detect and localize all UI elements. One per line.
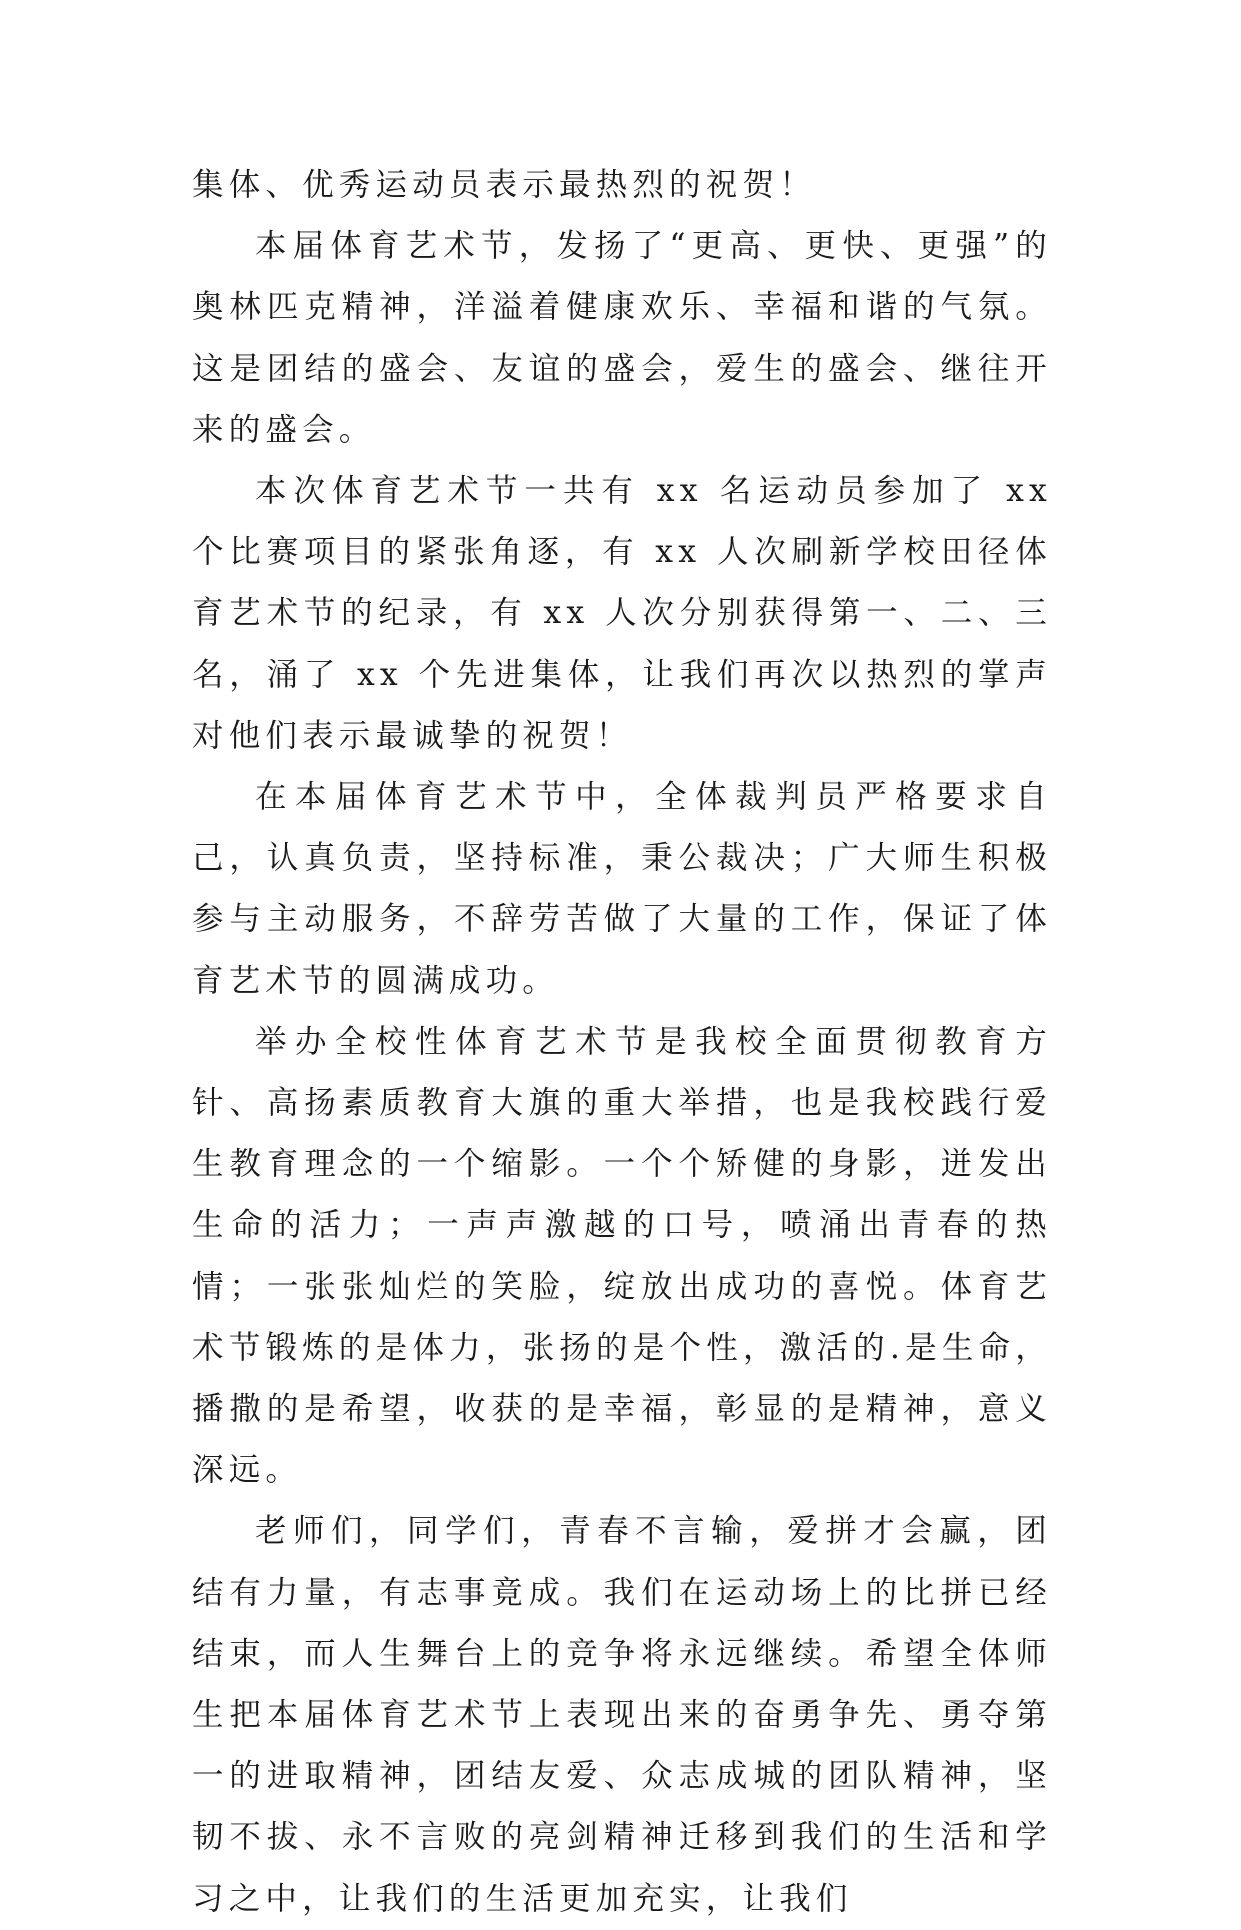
paragraph-5: 举办全校性体育艺术节是我校全面贯彻教育方针、高扬素质教育大旗的重大举措，也是我校践行爱生教育理念的一个缩影。一个个矫健的身影，迸发出生命的活力；一声声激越的口号，喷涌出青春的热情；一张张灿烂的笑脸，绽放出成功的喜悦。体育艺术节锻炼的是体力，张扬的是个性，激活的.是生命，播撒的是希望，收获的是幸福，彰显的是精神，意义深远。 xyxy=(192,1023,1052,1489)
paragraph-3: 本次体育艺术节一共有 xx 名运动员参加了 xx 个比赛项目的紧张角逐，有 xx 人次刷新学校田径体育艺术节的纪录，有 xx 人次分别获得第一、二、三名，涌了 xx 个先进集体，让我们再次以热烈的掌声对他们表示最诚挚的祝贺！ xyxy=(192,473,1052,754)
paragraph-4: 在本届体育艺术节中，全体裁判员严格要求自己，认真负责，坚持标准，秉公裁决；广大师生积极参与主动服务，不辞劳苦做了大量的工作，保证了体育艺术节的圆满成功。 xyxy=(192,779,1052,999)
paragraph-1: 集体、优秀运动员表示最热烈的祝贺！ xyxy=(192,167,816,203)
document-body xyxy=(192,155,1052,1930)
paragraph-2: 本届体育艺术节，发扬了“更高、更快、更强”的奥林匹克精神，洋溢着健康欢乐、幸福和谐的气氛。这是团结的盛会、友谊的盛会，爱生的盛会、继往开来的盛会。 xyxy=(192,228,1052,448)
paragraph-6: 老师们，同学们，青春不言输，爱拼才会赢，团结有力量，有志事竟成。我们在运动场上的比拼已经结束，而人生舞台上的竞争将永远继续。希望全体师生把本届体育艺术节上表现出来的奋勇争先、勇夺第一的进取精神，团结友爱、众志成城的团队精神，坚韧不拔、永不言败的亮剑精神迁移到我们的生活和学习之中，让我们的生活更加充实，让我们 xyxy=(192,1513,1052,1917)
